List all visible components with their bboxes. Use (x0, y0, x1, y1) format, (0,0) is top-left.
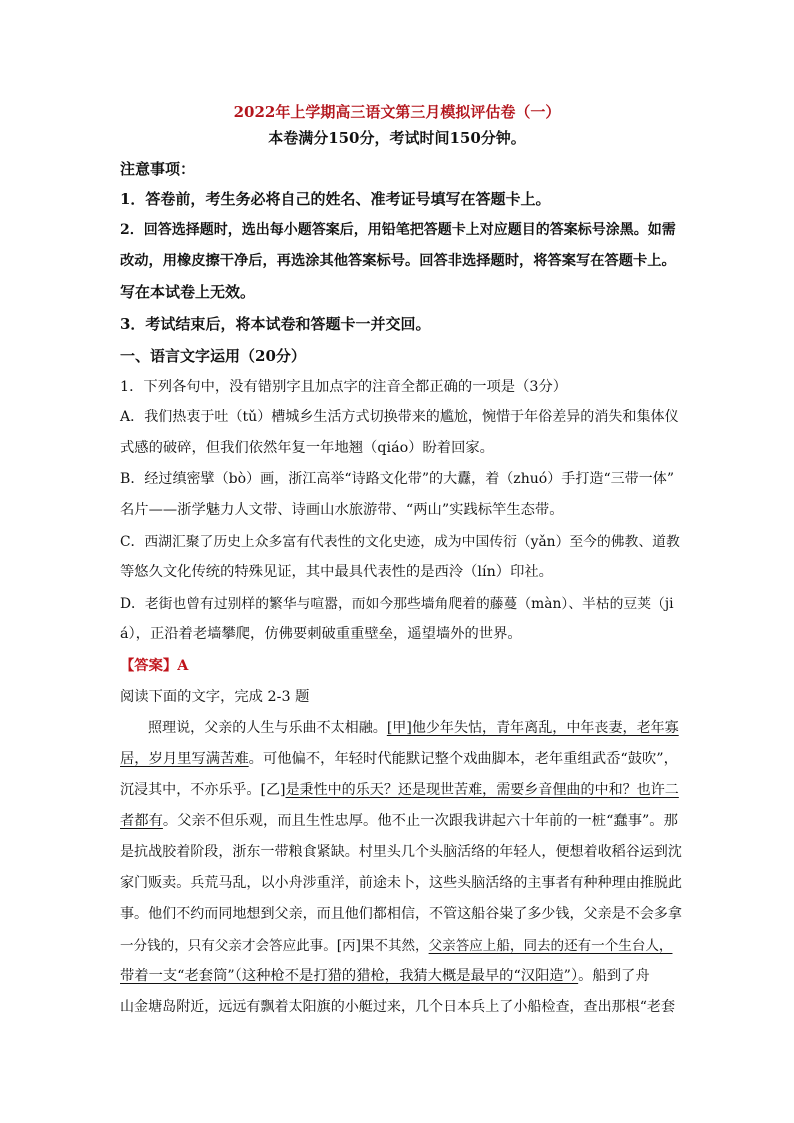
passage-line-4 (120, 810, 678, 830)
notice-item-3: 3．考试结束后，将本试卷和答题卡一并交回。 (120, 315, 431, 333)
notice-item-1: 1．答卷前，考生务必将自己的姓名、准考证号填写在答题卡上。 (120, 190, 551, 208)
passage-text: 。父亲不但乐观，而且生性忠厚。他不止一次跟我讲起六十年前的一桩“蠢事”。那 (162, 813, 678, 829)
section-heading: 一、语言文字运用（20分） (120, 347, 306, 365)
passage-underlined-bing: 父亲答应上船，同去的还有一个生台人， (428, 938, 673, 954)
option-c-line2: 等悠久文化传统的特殊见证，其中最具代表性的是西泠（lín）印社。 (120, 564, 553, 580)
exam-title: 2022年上学期高三语文第三月模拟评估卷（一） (233, 103, 561, 121)
passage-text: 。可他偏不，年轻时代能默记整个戏曲脚本，老年重组武岙“鼓吹”， (248, 751, 678, 767)
option-a-line1: A．我们热衷于吐（tǔ）槽城乡生活方式切换带来的尴尬，惋惜于年俗差异的消失和集体仪 (120, 409, 679, 425)
passage-line-8 (120, 934, 672, 954)
passage-line-6: 家门贩卖。兵荒马乱，以小舟涉重洋，前途未卜，这些头脑活络的主事者有种种理由推脱此 (120, 875, 682, 891)
option-b-line2: 名片——浙学魅力人文带、诗画山水旅游带、“两山”实践标竿生态带。 (120, 502, 564, 518)
passage-line-3 (120, 779, 679, 799)
passage-line-5: 是抗战胶着阶段，浙东一带粮食紧缺。村里头几个头脑活络的年轻人，便想着收稻谷运到沈 (120, 844, 682, 860)
notice-item-2-end: 写在本试卷上无效。 (120, 283, 256, 301)
passage-line-10: 山金塘岛附近，远远有飘着太阳旗的小艇过来，几个日本兵上了小船检查，查出那根“老套 (120, 999, 676, 1015)
passage-text: 沉浸其中，不亦乐乎。[乙] (120, 782, 286, 798)
passage-underlined-yi-end: 者都有 (120, 813, 163, 829)
passage-line-1 (148, 717, 679, 737)
notice-heading: 注意事项： (120, 160, 196, 178)
answer-value: A (177, 658, 189, 674)
reading-prompt: 阅读下面的文字，完成 2-3 题 (120, 689, 310, 705)
option-d-line1: D．老街也曾有过别样的繁华与喧嚣，而如今那些墙角爬着的藤蔓（màn）、半枯的豆荚（ji (120, 596, 674, 612)
passage-text: 一分钱的，只有父亲才会答应此事。[丙]果不其然， (120, 938, 429, 954)
option-a-line2: 式感的破碎，但我们依然年复一年地翘（qiáo）盼着回家。 (120, 440, 494, 456)
option-b-line1: B．经过缜密擘（bò）画，浙江高举“诗路文化带”的大纛，着（zhuó）手打造“三带一体” (120, 471, 674, 487)
option-d-line2: á），正沿着老墙攀爬，仿佛要刺破重重壁垒，遥望墙外的世界。 (120, 626, 522, 642)
passage-underlined-bing-end: 带着一支“老套筒”（这种枪不是打猎的猎枪，我猜大概是最早的“汉阳造”） (120, 968, 579, 984)
option-c-line1: C．西湖汇聚了历史上众多富有代表性的文化史迹，成为中国传衍（yǎn）至今的佛教、道教 (120, 534, 680, 550)
passage-underlined-jia-end: 居，岁月里写满苦难 (120, 751, 249, 767)
passage-text: 照理说，父亲的人生与乐曲不太相融。 (148, 720, 387, 736)
answer-line (120, 655, 188, 675)
passage-underlined-jia: [甲]他少年失怙，青年离乱，中年丧妻，老年寡 (386, 720, 679, 736)
notice-item-2-cont: 改动，用橡皮擦干净后，再选涂其他答案标号。回答非选择题时，将答案写在答题卡上。 (120, 253, 676, 269)
passage-line-7: 事。他们不约而同地想到父亲，而且他们都相信，不管这船谷粜了多少钱，父亲是不会多拿 (120, 906, 682, 922)
exam-subtitle: 本卷满分150分，考试时间150分钟。 (268, 129, 526, 147)
passage-underlined-yi: 是秉性中的乐天？还是现世苦难，需要乡音俚曲的中和？也许二 (285, 782, 679, 798)
passage-line-9 (120, 965, 650, 985)
passage-line-2 (120, 748, 678, 768)
question-1-stem: 1．下列各句中，没有错别字且加点字的注音全都正确的一项是（3分） (120, 379, 568, 395)
answer-tag: 【答案】 (120, 658, 178, 674)
notice-item-2: 2．回答选择题时，选出每小题答案后，用铅笔把答题卡上对应题目的答案标号涂黑。如需 (120, 222, 676, 238)
passage-text: 。船到了舟 (578, 968, 650, 984)
